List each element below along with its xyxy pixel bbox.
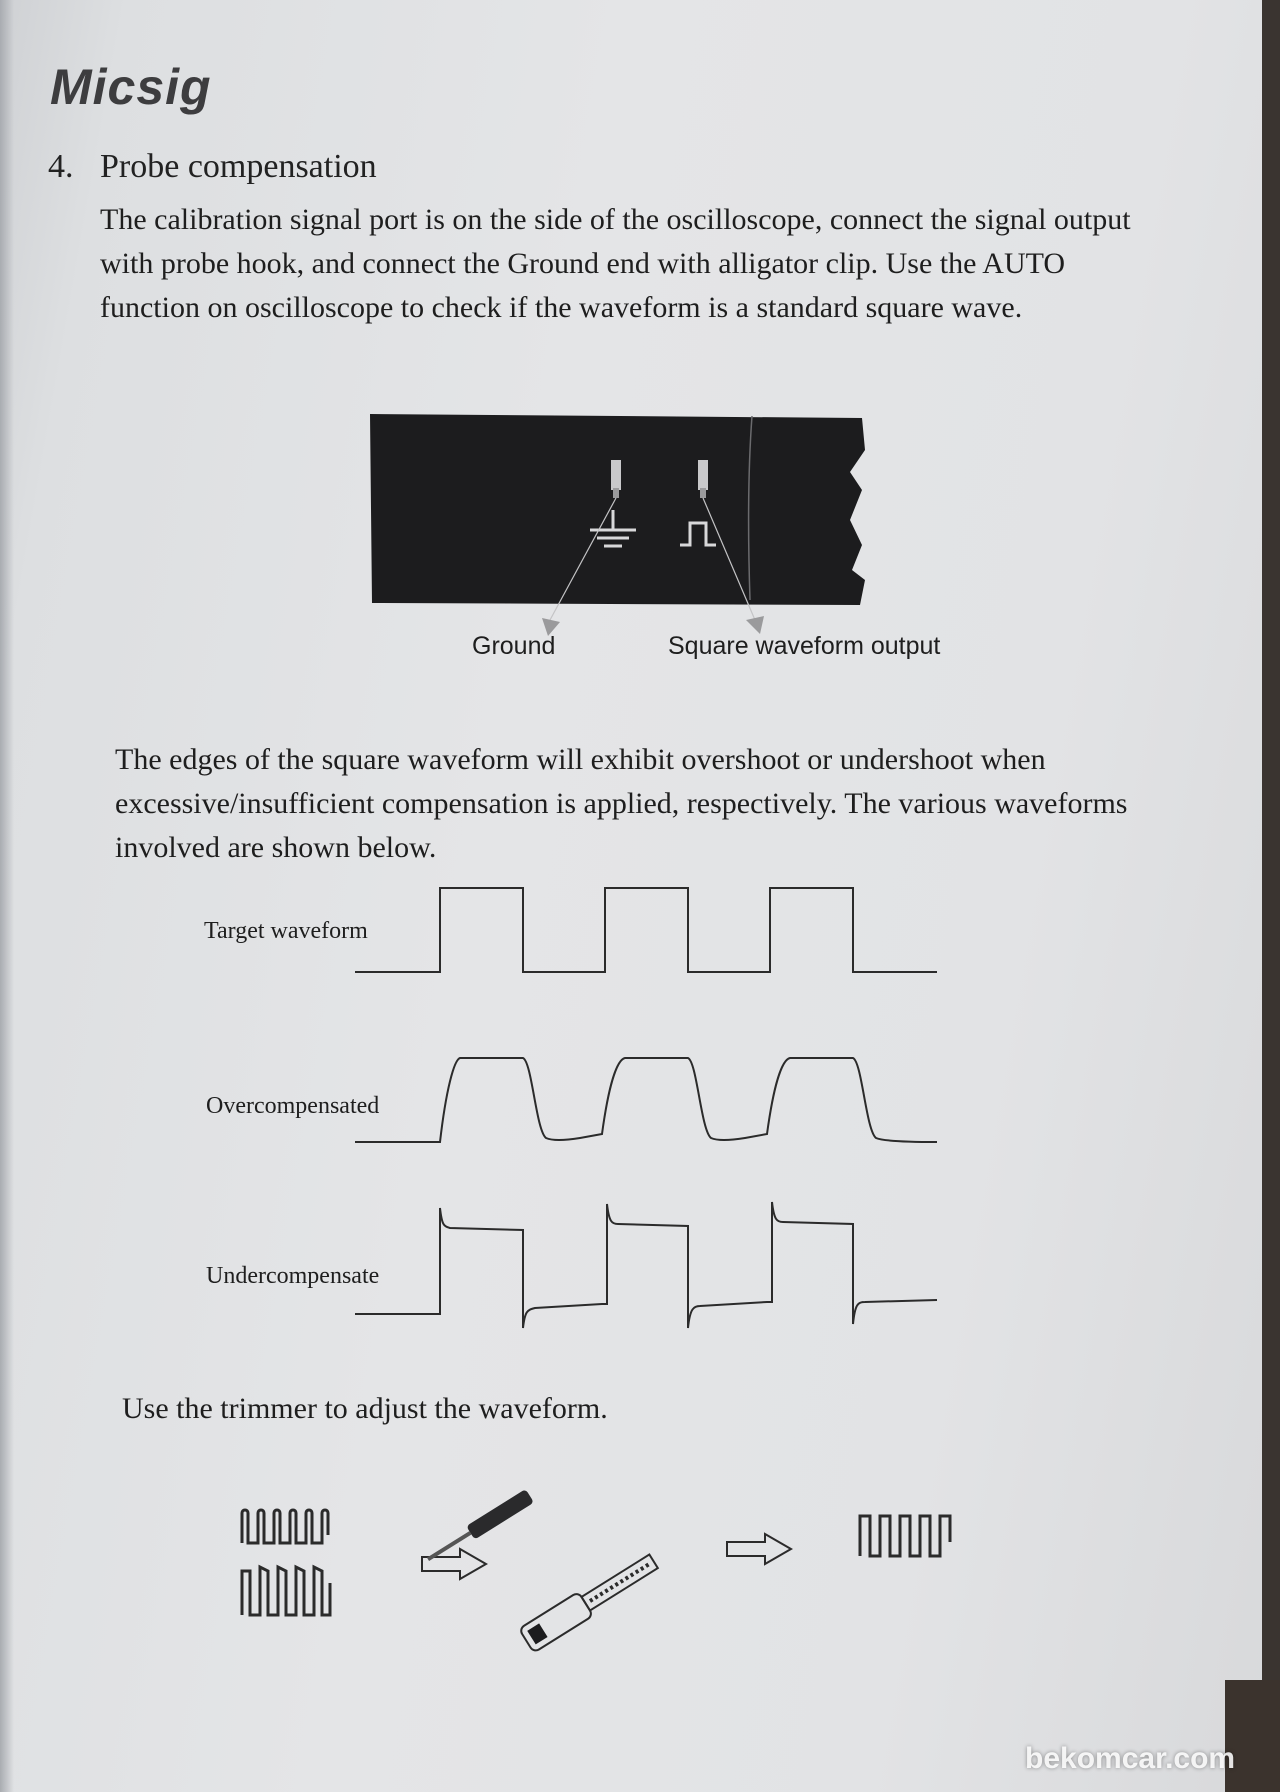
corrected-waves-icon (858, 1512, 968, 1562)
port-diagram (370, 410, 870, 660)
target-waveform-label: Target waveform (204, 918, 368, 944)
compensation-paragraph: The edges of the square waveform will exhibit overshoot or undershoot when excessive/insufficient compensation is applied, respectively. The various waveforms involved are shown below. (115, 743, 1128, 864)
page-edge-shadow (0, 0, 14, 1792)
undercompensate-label: Undercompensate (206, 1263, 380, 1289)
undercompensated-waveform (350, 1200, 940, 1340)
square-output-label: Square waveform output (668, 632, 941, 660)
section-heading (48, 148, 377, 186)
right-arrow-icon (725, 1532, 795, 1566)
target-waveform (350, 880, 940, 980)
watermark: bekomcar.com (1025, 1742, 1236, 1775)
screwdriver-trimmer-icon (505, 1490, 685, 1650)
overcompensated-waveform (350, 1050, 940, 1150)
overcompensated-label: Overcompensated (206, 1093, 380, 1119)
right-arrow-icon (420, 1547, 490, 1581)
brand-logo: Micsig (50, 59, 212, 115)
oscilloscope-side-panel (370, 414, 865, 605)
section-title: Probe compensation (100, 148, 377, 185)
intro-paragraph: The calibration signal port is on the side of the oscilloscope, connect the signal output with probe hook, and connect the Ground end with alligator clip. Use the AUTO function on oscilloscope to check if the waveform is a standard square wave. (100, 203, 1131, 324)
ground-label: Ground (472, 632, 556, 660)
trimmer-paragraph: Use the trimmer to adjust the waveform. (122, 1392, 608, 1425)
distorted-waves-icon (238, 1505, 358, 1625)
section-number: 4. (48, 148, 74, 185)
